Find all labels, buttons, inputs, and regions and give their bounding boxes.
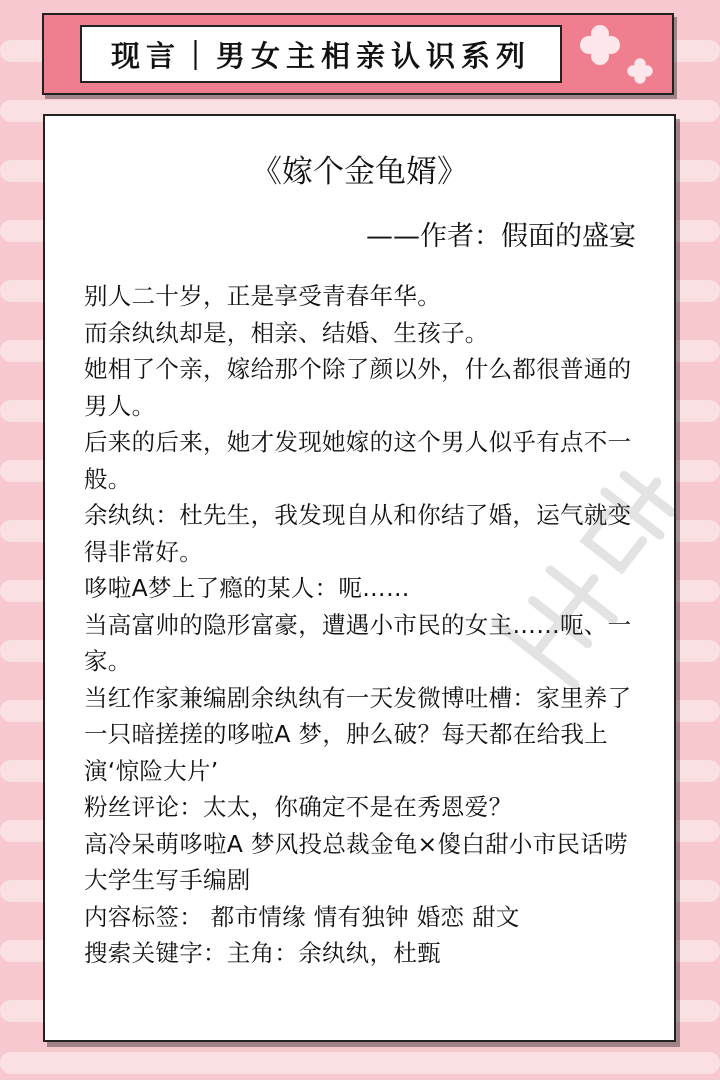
- book-author: ——作者：假面的盛宴: [366, 221, 636, 252]
- synopsis-paragraph: 而余纨纨却是，相亲、结婚、生孩子。: [84, 318, 489, 347]
- small-clover-icon: [626, 57, 654, 85]
- content-card: [43, 114, 676, 1042]
- synopsis-paragraph: 粉丝评论：太太，你确定不是在秀恩爱？: [84, 793, 513, 821]
- synopsis-paragraph: 高冷呆萌哆啦A 梦风投总裁金龟×傻白甜小市民话唠大学生写手编剧: [84, 829, 628, 894]
- synopsis-paragraph: 哆啦A梦上了瘾的某人：呃……: [84, 574, 410, 602]
- synopsis-paragraph: 当高富帅的隐形富豪，遭遇小市民的女主……呃、一家。: [84, 610, 632, 675]
- synopsis-paragraph: 内容标签： 都市情缘 情有独钟 婚恋 甜文: [84, 902, 520, 931]
- synopsis-paragraph: 后来的后来，她才发现她嫁的这个男人似乎有点不一般。: [84, 428, 632, 493]
- book-title: 《嫁个金龟婿》: [251, 154, 468, 190]
- header-title-box: [80, 25, 562, 83]
- synopsis-paragraph: 她相了个亲，嫁给那个除了颜以外，什么都很普通的男人。: [84, 355, 632, 420]
- synopsis-paragraph: 当红作家兼编剧余纨纨有一天发微博吐槽：家里养了一只暗搓搓的哆啦A 梦，肿么破？每天都在给我上演‘惊险大片’: [84, 683, 632, 785]
- synopsis-paragraph: 搜索关键字：主角：余纨纨，杜甄: [84, 939, 441, 967]
- series-title: 现言｜男女主相亲认识系列: [110, 38, 531, 73]
- synopsis-paragraph: 余纨纨：杜先生，我发现自从和你结了婚，运气就变得非常好。: [84, 501, 632, 566]
- clover-icon: [578, 23, 622, 67]
- synopsis-paragraph: 别人二十岁，正是享受青春年华。: [84, 282, 441, 310]
- header-banner: [42, 13, 674, 95]
